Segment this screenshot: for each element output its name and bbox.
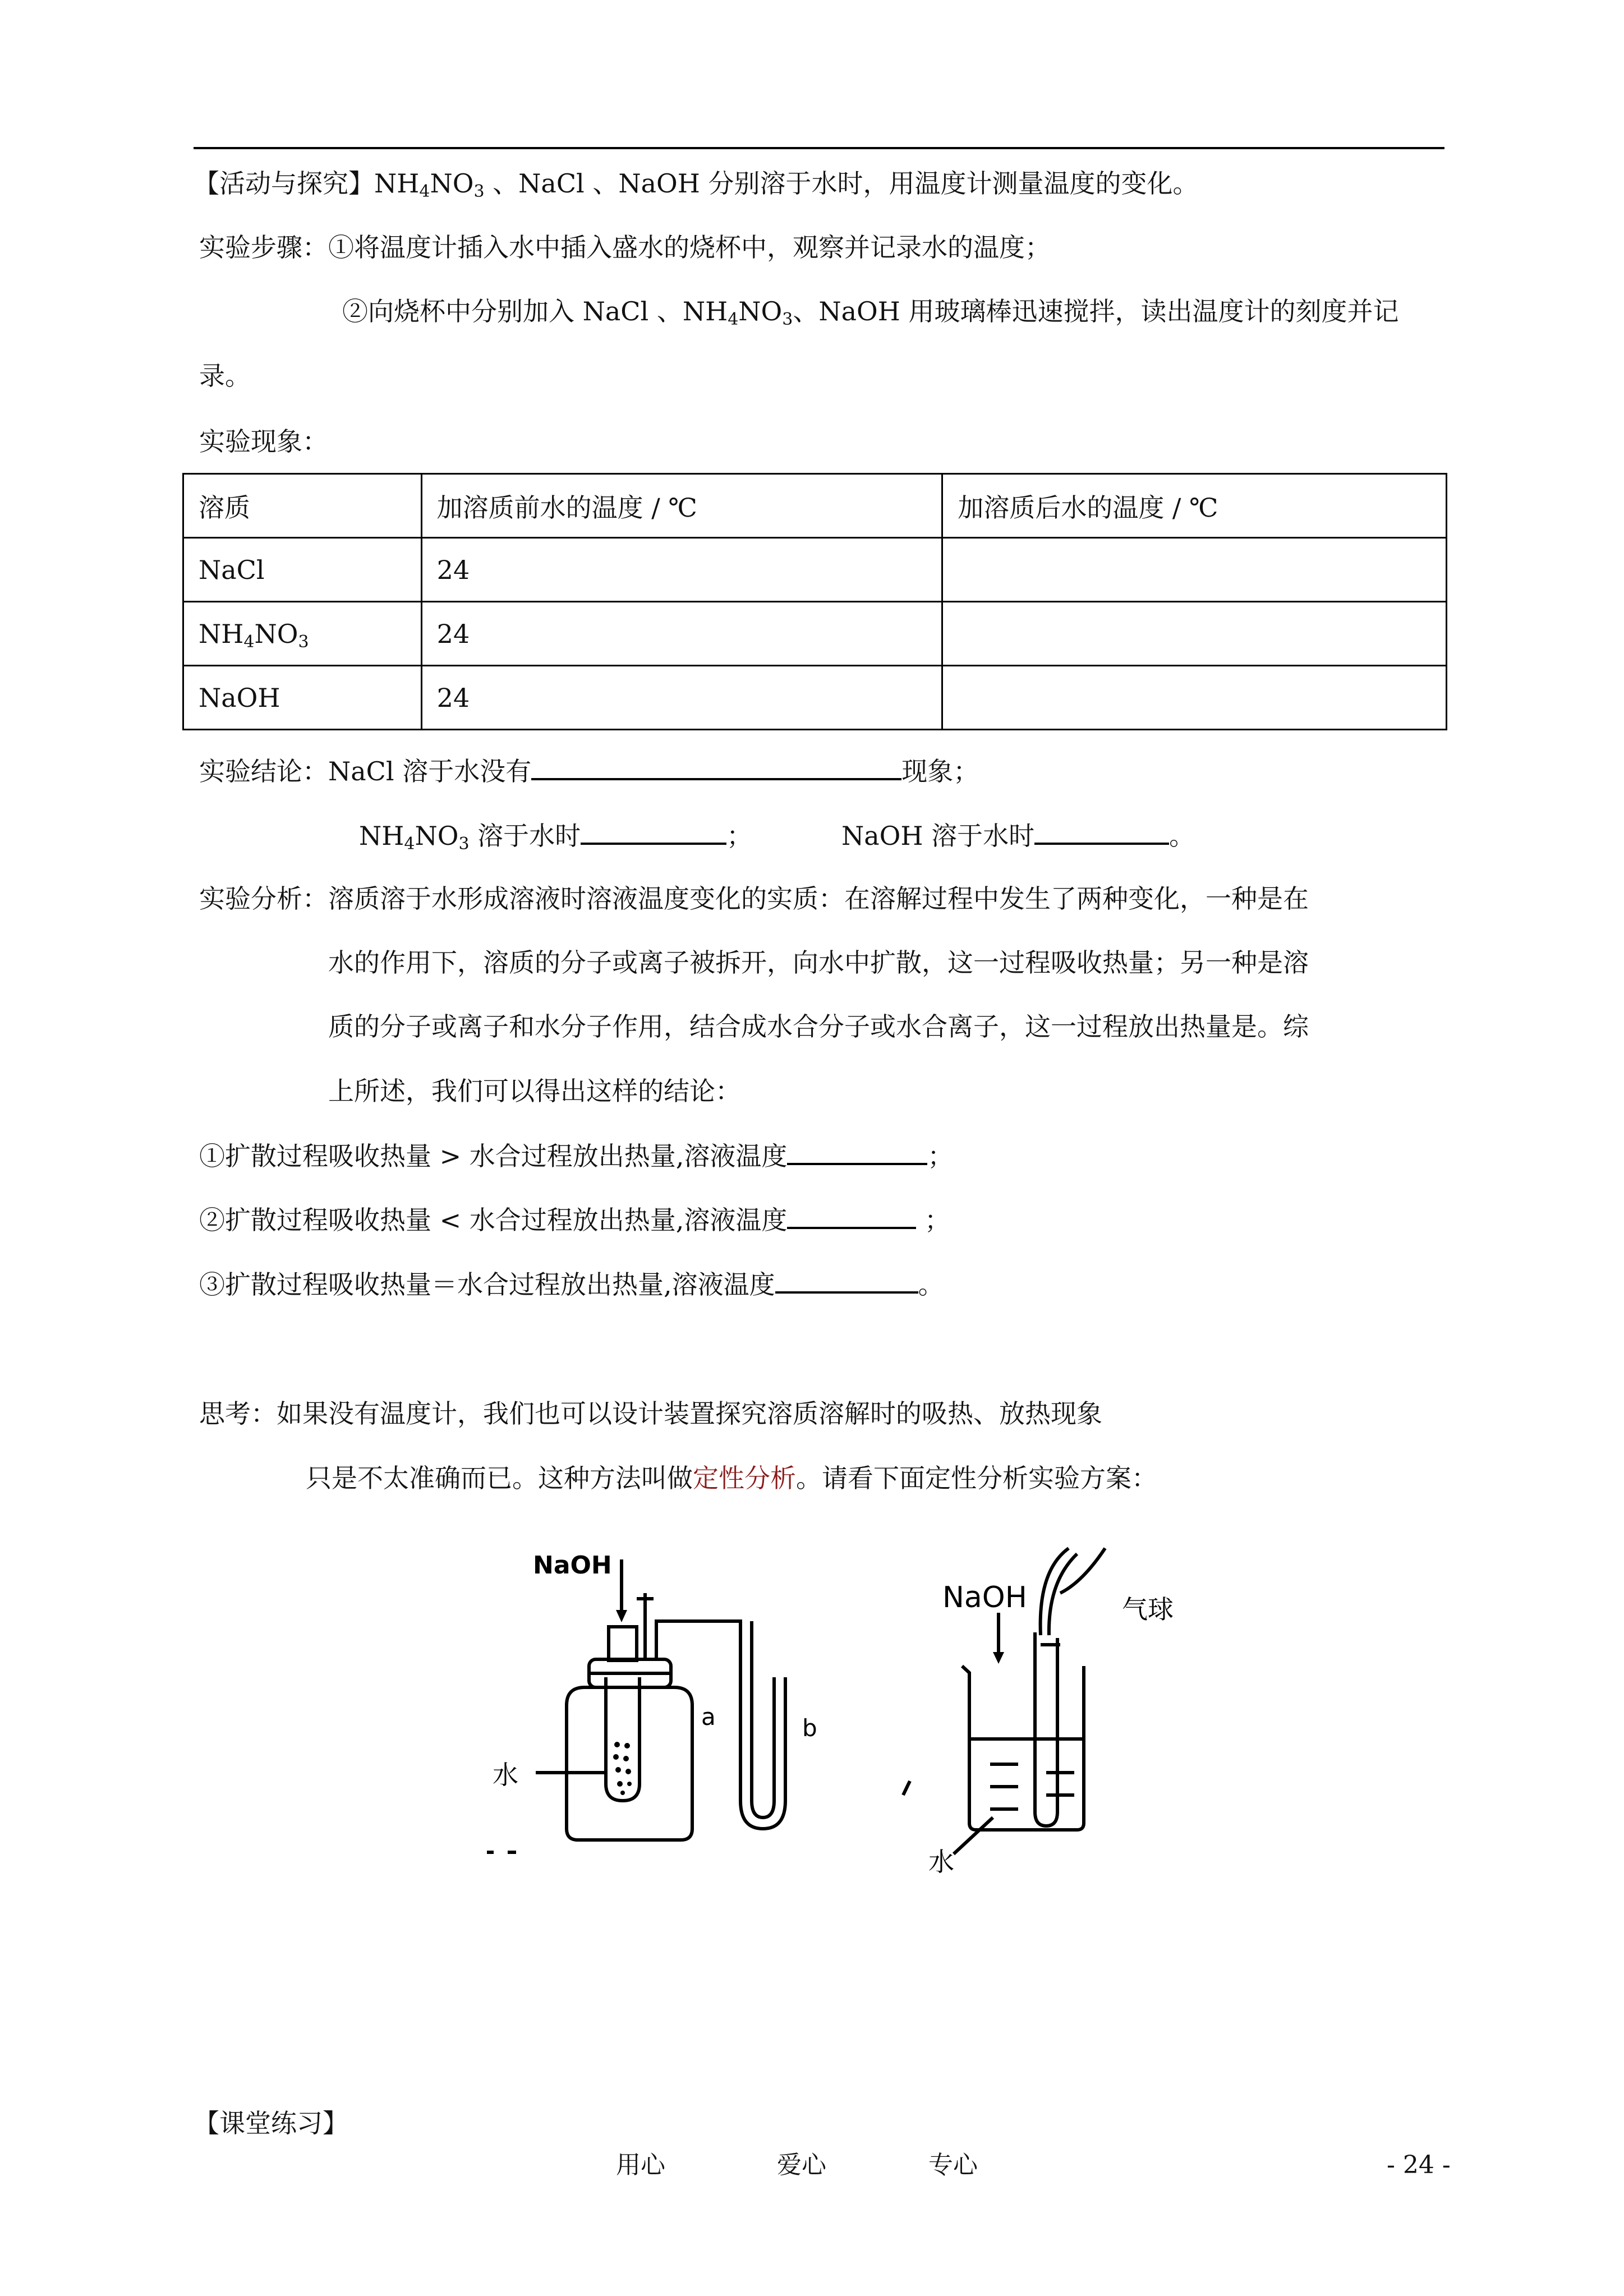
apparatus-figure-right (898, 1537, 1234, 1874)
label-b: b (802, 1714, 817, 1742)
table-header-cell: 溶质 (183, 474, 422, 538)
table-cell: 24 (421, 666, 942, 730)
table-header-cell: 加溶质前水的温度 / ℃ (421, 474, 942, 538)
label-balloon: 气球 (1122, 1594, 1174, 1625)
table-header-row (183, 474, 1447, 538)
thinking-line-1: 思考：如果没有温度计，我们也可以设计装置探究溶质溶解时的吸热、放热现象 (199, 1398, 1102, 1429)
answer-blank[interactable] (787, 1202, 916, 1229)
analysis-line-1: 实验分析：溶质溶于水形成溶液时溶液温度变化的实质：在溶解过程中发生了两种变化，一种是在 (199, 884, 1309, 914)
conclusion-line-1: 实验结论：NaCl 溶于水没有 现象； (199, 753, 979, 788)
results-table (182, 473, 1447, 730)
conclusion-line-2b: NaOH 溶于水时 。 (841, 818, 1195, 853)
steps-line-2: ②向烧杯中分别加入 NaCl 、$NH_4NO_3$、NaOH 用玻璃棒迅速搅拌，读出温度计的刻度并记 (342, 296, 1399, 329)
analysis-line-4: 上所述，我们可以得出这样的结论： (328, 1076, 741, 1106)
analysis-line-2: 水的作用下，溶质的分子或离子被拆开，向水中扩散，这一过程吸收热量；另一种是溶 (328, 947, 1309, 978)
answer-blank[interactable] (775, 1267, 918, 1294)
header-rule (194, 147, 1444, 149)
label-water-left: 水 (493, 1760, 518, 1790)
table-cell: NaOH (183, 666, 422, 730)
table-cell: 24 (421, 538, 942, 602)
thinking-line-2: 只是不太准确而已。这种方法叫做定性分析。请看下面定性分析实验方案： (306, 1463, 1157, 1493)
label-naoh-left: NaOH (533, 1551, 612, 1580)
analysis-item-1: ①扩散过程吸收热量 > 水合过程放出热量,溶液温度 ； (199, 1138, 953, 1173)
answer-blank[interactable] (787, 1138, 927, 1165)
table-row (183, 666, 1447, 730)
table-cell: NaCl (183, 538, 422, 602)
table-cell: $NH_4NO_3$ (183, 602, 422, 666)
label-a: a (701, 1703, 716, 1731)
label-naoh-right: NaOH (942, 1581, 1027, 1614)
table-cell (942, 602, 1447, 666)
practice-heading: 【课堂练习】 (194, 2108, 348, 2138)
table-header-cell: 加溶质后水的温度 / ℃ (942, 474, 1447, 538)
footer-text-3: 专心 (928, 2151, 978, 2179)
answer-blank[interactable] (1034, 818, 1169, 845)
conclusion-line-2: $NH_4NO_3$ 溶于水时 ； (359, 818, 752, 853)
highlight-term: 定性分析 (693, 1463, 796, 1493)
footer-text-2: 爱心 (777, 2151, 826, 2179)
table-cell: 24 (421, 602, 942, 666)
table-cell (942, 538, 1447, 602)
steps-line-2-cont: 录。 (199, 361, 251, 391)
analysis-line-3: 质的分子或离子和水分子作用，结合成水合分子或水合离子，这一过程放出热量是。综 (328, 1011, 1309, 1042)
table-row (183, 602, 1447, 666)
steps-line-1: 实验步骤：①将温度计插入水中插入盛水的烧杯中，观察并记录水的温度； (199, 232, 1051, 263)
label-water-right: 水 (928, 1847, 954, 1874)
activity-heading: 【活动与探究】 (194, 168, 374, 199)
answer-blank[interactable] (531, 753, 901, 780)
table-cell (942, 666, 1447, 730)
footer-text-1: 用心 (616, 2151, 665, 2179)
activity-line: 【活动与探究】$NH_4NO_3$ 、NaCl 、NaOH 分别溶于水时，用温度计测量温度的变化。 (194, 168, 1199, 201)
analysis-item-3: ③扩散过程吸收热量＝水合过程放出热量,溶液温度 。 (199, 1267, 944, 1301)
apparatus-figure-left (477, 1537, 881, 1874)
page-number: - 24 - (1387, 2151, 1451, 2179)
answer-blank[interactable] (581, 818, 726, 845)
analysis-item-2: ②扩散过程吸收热量 < 水合过程放出热量,溶液温度 ； (199, 1202, 950, 1237)
table-row (183, 538, 1447, 602)
phenomena-label: 实验现象： (199, 426, 328, 457)
